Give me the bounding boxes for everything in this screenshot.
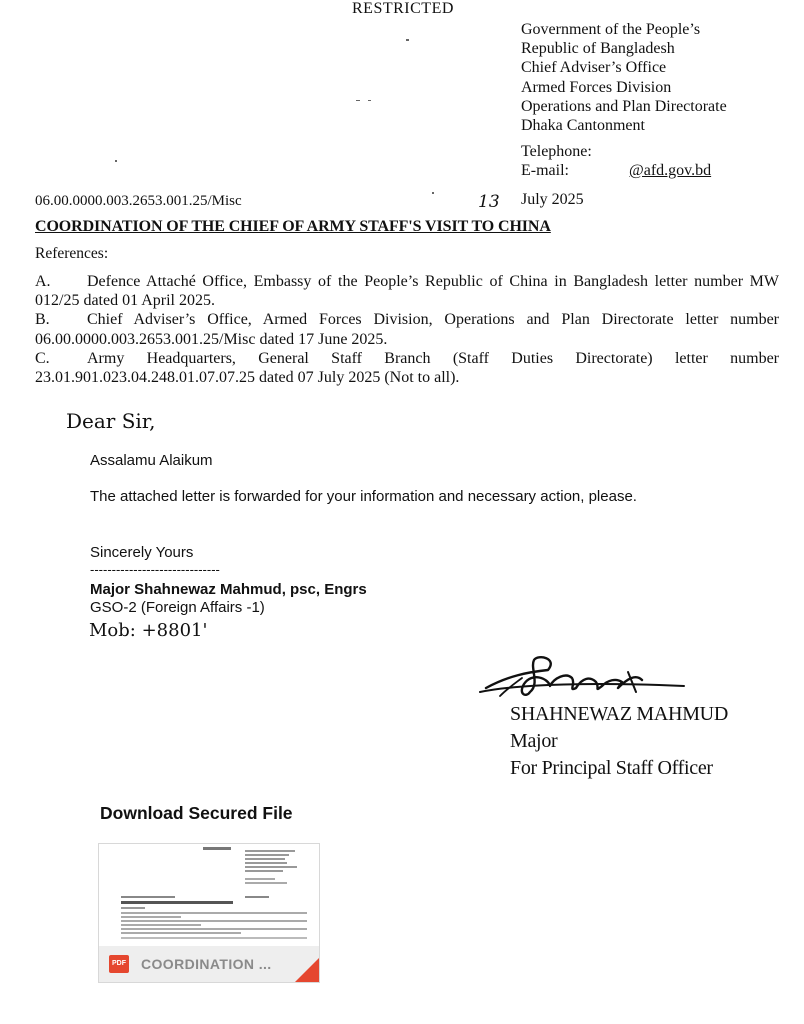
- handwritten-date-day: 13: [478, 192, 500, 212]
- email-label: E-mail:: [521, 162, 569, 179]
- reference-letter: B.: [35, 311, 50, 329]
- sender-mobile: Mob: +8801': [89, 620, 208, 641]
- letter-date: July 2025: [521, 191, 584, 208]
- separator: ------------------------------: [90, 562, 220, 577]
- scan-speck: [368, 100, 371, 101]
- signature-block: [510, 701, 728, 782]
- sender-name: Major Shahnewaz Mahmud, psc, Engrs: [90, 581, 367, 598]
- address-line: Armed Forces Division: [521, 78, 672, 96]
- attachment-footer: [99, 946, 319, 982]
- telephone-label: Telephone:: [521, 143, 592, 160]
- reference-item: [35, 272, 779, 310]
- reference-letter: A.: [35, 273, 51, 290]
- reference-letter: C.: [35, 349, 50, 367]
- message-text: The attached letter is forwarded for your information and necessary action, please.: [90, 488, 637, 505]
- scan-speck: [406, 39, 409, 41]
- reference-item: [35, 310, 779, 348]
- closing: Sincerely Yours: [90, 544, 194, 561]
- classification-label: RESTRICTED: [352, 0, 454, 17]
- attachment-filename: COORDINATION ...: [141, 956, 272, 972]
- signatory-name: SHAHNEWAZ MAHMUD: [510, 703, 728, 725]
- scan-speck: [432, 192, 434, 194]
- address-line: Government of the People’s: [521, 21, 701, 38]
- address-line: Chief Adviser’s Office: [521, 59, 667, 77]
- address-line: Dhaka Cantonment: [521, 117, 645, 135]
- pdf-page-preview: [99, 844, 319, 946]
- greeting: Dear Sir,: [66, 409, 156, 433]
- signatory-designation: For Principal Staff Officer: [510, 757, 713, 779]
- address-line: Republic of Bangladesh: [521, 40, 675, 58]
- pdf-file-icon: PDF: [109, 955, 129, 973]
- references-heading: References:: [35, 245, 109, 262]
- signatory-rank: Major: [510, 730, 558, 752]
- sender-role: GSO-2 (Foreign Affairs -1): [90, 599, 265, 616]
- pdf-attachment-card[interactable]: [98, 843, 320, 983]
- office-address: [521, 20, 727, 135]
- letter-subject: COORDINATION OF THE CHIEF OF ARMY STAFF'S VISIT TO CHINA: [35, 218, 551, 235]
- reference-text: Army Headquarters, General Staff Branch (Staff Duties Directorate) letter number 23.01.901.023.04.248.01.07.07.25 dated 07 July 2025 (Not to all).: [35, 349, 779, 387]
- file-number: 06.00.0000.003.2653.001.25/Misc: [35, 193, 242, 209]
- page-corner-icon: [295, 958, 319, 982]
- signature-scribble: [478, 648, 698, 704]
- email-link[interactable]: @afd.gov.bd: [629, 162, 712, 179]
- download-title: Download Secured File: [100, 803, 293, 823]
- salutation: Assalamu Alaikum: [90, 452, 213, 469]
- reference-item: [35, 349, 779, 387]
- contact-block: [521, 142, 712, 180]
- address-line: Operations and Plan Directorate: [521, 97, 727, 115]
- references-list: [35, 272, 779, 387]
- scan-speck: [356, 100, 360, 101]
- scan-speck: [115, 160, 117, 162]
- reference-text: Defence Attaché Office, Embassy of the People’s Republic of China in Bangladesh letter number MW 012/25 dated 01 April 2025.: [35, 273, 779, 310]
- reference-text: Chief Adviser’s Office, Armed Forces Division, Operations and Plan Directorate letter number 06.00.0000.003.2653.001.25/Misc dated 17 June 2025.: [35, 311, 779, 348]
